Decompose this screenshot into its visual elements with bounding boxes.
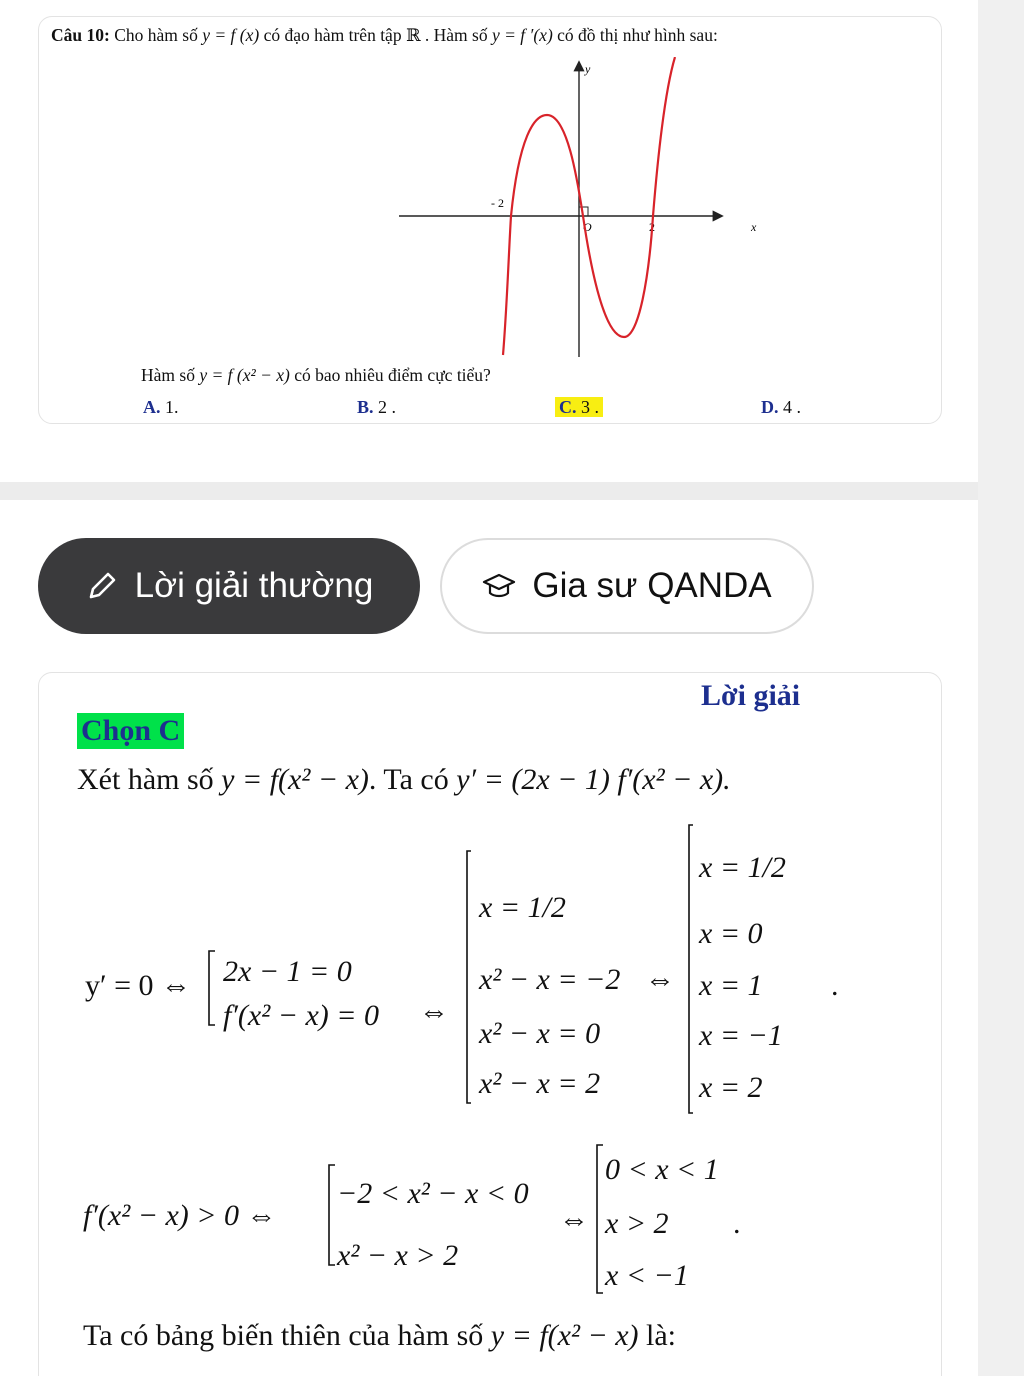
- tutor-label: Gia sư QANDA: [532, 566, 772, 605]
- tutor-button[interactable]: [440, 538, 814, 634]
- pencil-icon: [85, 569, 119, 603]
- eq3-case1-a: −2 < x² − x < 0: [337, 1177, 529, 1210]
- eq2-case3-e: x = 2: [699, 1071, 763, 1104]
- tick-origin: O: [583, 220, 592, 234]
- eq3-case2-c: x < −1: [605, 1259, 689, 1292]
- eq2-bracket-2: [467, 851, 471, 1103]
- question-text-b: có đạo hàm trên tập ℝ . Hàm số: [263, 25, 488, 45]
- sub-question-text-b: có bao nhiêu điểm cực tiểu?: [294, 365, 491, 385]
- question-label: Câu 10:: [51, 25, 110, 45]
- eq2-bracket-1: [209, 951, 215, 1025]
- eq3-case2-a: 0 < x < 1: [605, 1153, 719, 1186]
- eq2-iff-2: ⇔: [645, 963, 675, 996]
- equation-critical-points: [39, 813, 899, 1123]
- eq2-case2-a: x = 1/2: [479, 891, 566, 924]
- question-text-c: có đồ thị như hình sau:: [557, 25, 718, 45]
- eq3-bracket-1: [329, 1165, 335, 1265]
- choice-d[interactable]: D. 4 .: [761, 397, 801, 417]
- graduation-cap-icon: [482, 571, 516, 601]
- section-divider: [0, 482, 978, 500]
- eq2-period: .: [831, 969, 839, 1002]
- solution-line-4: Ta có bảng biến thiên của hàm số y = f(x² − x) là:: [83, 1319, 677, 1352]
- eq2-case1-b: f′(x² − x) = 0: [223, 999, 379, 1032]
- eq2-case2-d: x² − x = 2: [479, 1067, 601, 1100]
- solution-card: [38, 672, 942, 1376]
- y-axis-label: y: [585, 62, 591, 76]
- scrollbar-track[interactable]: [978, 0, 1024, 1376]
- question-line: [51, 25, 718, 46]
- regular-solution-label: Lời giải thường: [134, 566, 374, 605]
- regular-solution-button[interactable]: [38, 538, 420, 634]
- choice-c[interactable]: [555, 397, 603, 418]
- eq2-left: y′ = 0 ⇔: [85, 969, 191, 1002]
- derivative-graph: [399, 57, 769, 357]
- sub-question-text-a: Hàm số: [141, 365, 195, 385]
- eq3-case2-b: x > 2: [605, 1207, 669, 1240]
- eq3-left: f′(x² − x) > 0 ⇔: [83, 1199, 277, 1232]
- equation-positive-region: [39, 1133, 899, 1303]
- question-text-a: Cho hàm số: [114, 25, 198, 45]
- sub-question-func: y = f (x² − x): [199, 365, 290, 385]
- eq2-case2-b: x² − x = −2: [479, 963, 621, 996]
- solution-title: Lời giải: [701, 679, 801, 712]
- choice-b[interactable]: B. 2 .: [357, 397, 397, 417]
- eq2-case3-c: x = 1: [699, 969, 763, 1002]
- sub-question: [141, 365, 491, 386]
- choice-c-highlight: C. 3 .: [555, 397, 603, 417]
- tick-2: 2: [649, 220, 655, 234]
- eq2-case1-a: 2x − 1 = 0: [223, 955, 352, 988]
- eq3-iff: ⇔: [559, 1203, 589, 1236]
- eq2-bracket-3: [689, 825, 693, 1113]
- solution-line-1: Xét hàm số y = f(x² − x). Ta có y′ = (2x − 1) f′(x² − x).: [77, 763, 731, 796]
- problem-card: [38, 16, 942, 424]
- eq2-case2-c: x² − x = 0: [479, 1017, 601, 1050]
- eq2-case3-b: x = 0: [699, 917, 763, 950]
- eq2-case3-a: x = 1/2: [699, 851, 786, 884]
- question-deriv: y = f ′(x): [491, 25, 553, 45]
- answer-badge: Chọn C: [77, 713, 184, 749]
- question-func: y = f (x): [202, 25, 260, 45]
- tick-neg2: - 2: [491, 196, 504, 210]
- x-axis-label: x: [751, 220, 757, 234]
- eq3-case1-b: x² − x > 2: [337, 1239, 459, 1272]
- eq2-iff-1: ⇔: [419, 995, 449, 1028]
- eq3-bracket-2: [597, 1145, 603, 1293]
- derivative-curve: [503, 57, 675, 355]
- eq2-case3-d: x = −1: [699, 1019, 783, 1052]
- choice-a[interactable]: A. 1.: [143, 397, 179, 417]
- eq3-period: .: [733, 1207, 741, 1240]
